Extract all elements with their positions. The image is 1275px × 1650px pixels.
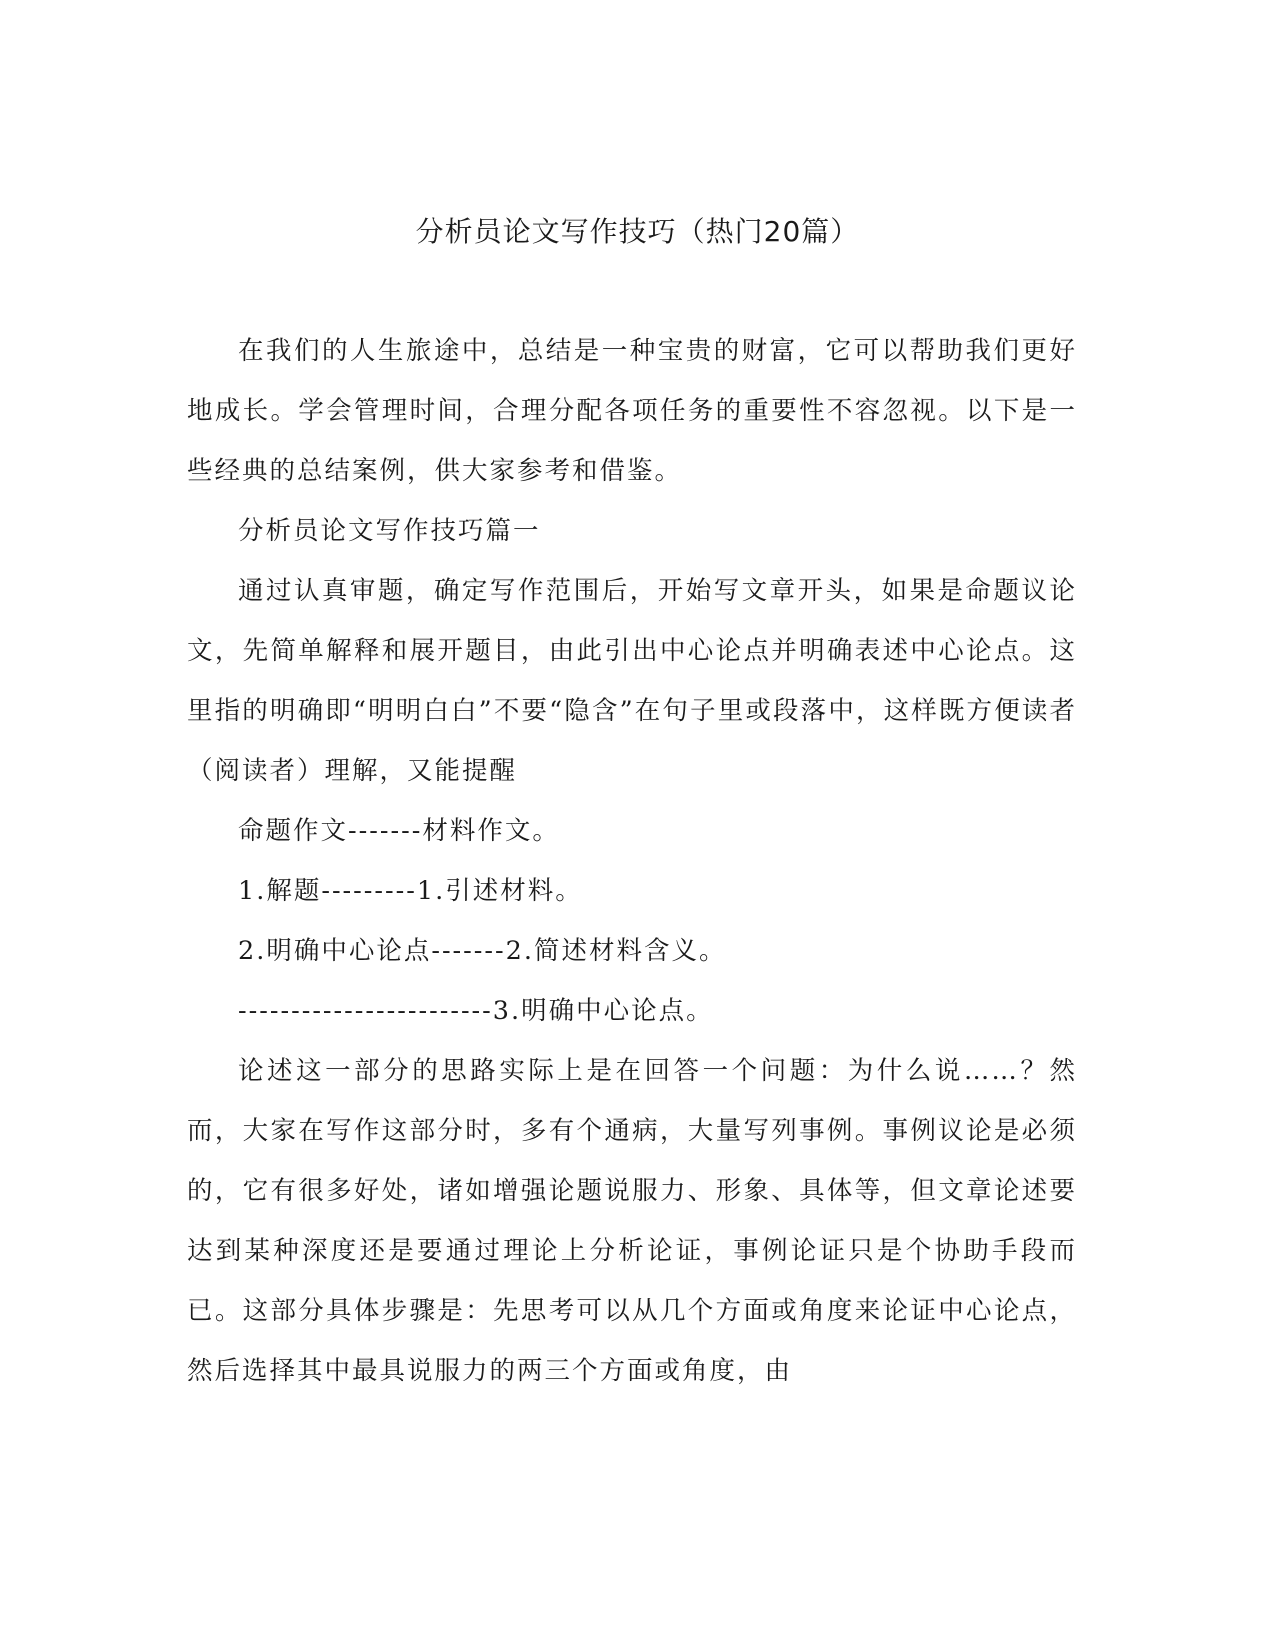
outline-line: 2.明确中心论点-------2.简述材料含义。 — [238, 936, 727, 966]
body-paragraph: 论述这一部分的思路实际上是在回答一个问题：为什么说……？然而，大家在写作这部分时，多有个通病，大量写列事例。事例议论是必须的，它有很多好处，诸如增强论题说服力、形象、具体等，但文章论述要达到某种深度还是要通过理论上分析论证，事例论证只是个协助手段而已。这部分具体步骤是：先思考可以从几个方面或角度来论证中心论点，然后选择其中最具说服力的两三个方面或角度，由 — [187, 1056, 1077, 1386]
outline-line: 命题作文-------材料作文。 — [238, 816, 560, 846]
outline-line: ------------------------3.明确中心论点。 — [238, 996, 714, 1026]
outline-line: 1.解题---------1.引述材料。 — [238, 876, 583, 906]
document-title: 分析员论文写作技巧（热门20篇） — [415, 215, 860, 248]
section-heading: 分析员论文写作技巧篇一 — [238, 516, 541, 546]
intro-paragraph: 在我们的人生旅途中，总结是一种宝贵的财富，它可以帮助我们更好地成长。学会管理时间，合理分配各项任务的重要性不容忽视。以下是一些经典的总结案例，供大家参考和借鉴。 — [187, 336, 1077, 486]
body-paragraph: 通过认真审题，确定写作范围后，开始写文章开头，如果是命题议论文，先简单解释和展开题目，由此引出中心论点并明确表述中心论点。这里指的明确即“明明白白”不要“隐含”在句子里或段落中，这样既方便读者（阅读者）理解，又能提醒 — [187, 576, 1077, 786]
document-body — [187, 321, 1077, 1401]
